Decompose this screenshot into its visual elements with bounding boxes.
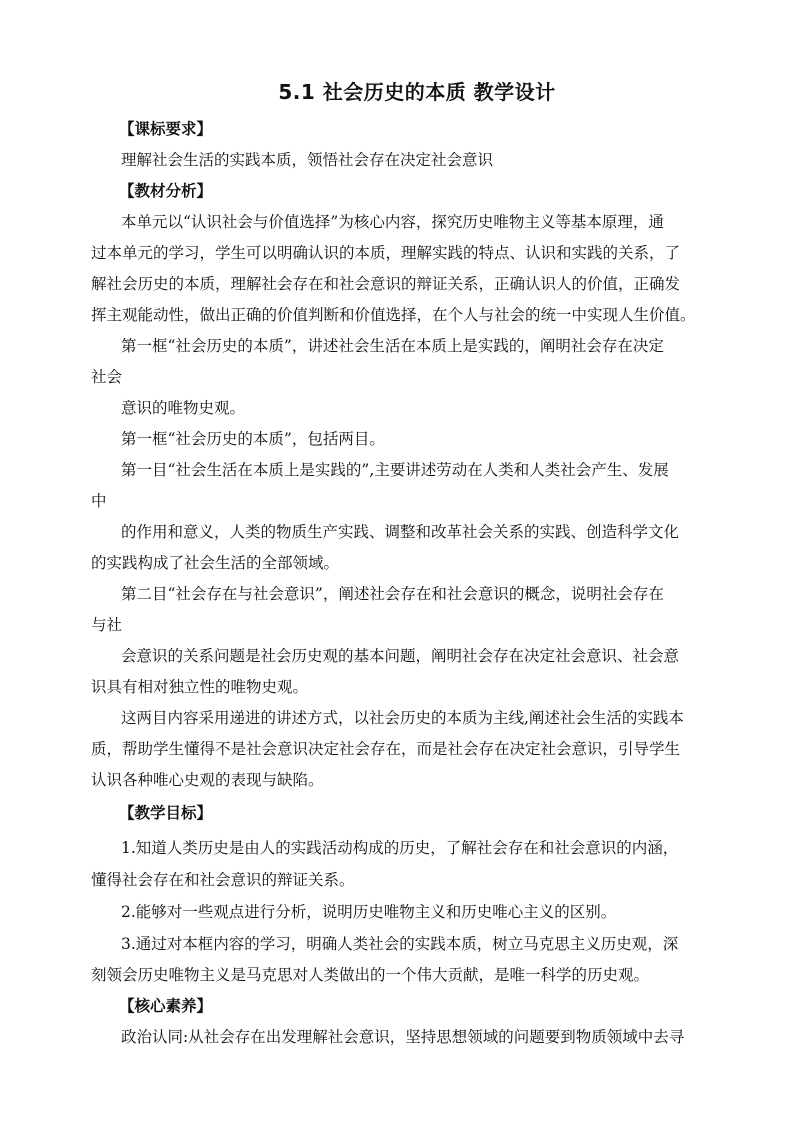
textbook-line: 第二目“社会存在与社会意识”，阐述社会存在和社会意识的概念，说明社会存在: [121, 585, 664, 603]
textbook-line: 第一目“社会生活在本质上是实践的”,主要讲述劳动在人类和人类社会产生、发展: [121, 461, 669, 479]
textbook-line: 的实践构成了社会生活的全部领域。: [91, 554, 340, 572]
objective-line: 1.知道人类历史是由人的实践活动构成的历史，了解社会存在和社会意识的内涵，: [121, 839, 679, 857]
textbook-line: 中: [91, 492, 107, 510]
objective-line: 2.能够对一些观点进行分析，说明历史唯物主义和历史唯心主义的区别。: [121, 903, 617, 921]
textbook-line: 第一框“社会历史的本质”，讲述社会生活在本质上是实践的，阐明社会存在决定: [121, 337, 664, 355]
textbook-line: 会意识的关系问题是社会历史观的基本问题，阐明社会存在决定社会意识、社会意: [121, 647, 680, 665]
heading-literacy: 【核心素养】: [119, 997, 213, 1015]
textbook-line: 解社会历史的本质，理解社会存在和社会意识的辩证关系，正确认识人的价值，正确发: [91, 275, 681, 293]
textbook-line: 的作用和意义，人类的物质生产实践、调整和改革社会关系的实践、创造科学文化: [121, 523, 680, 541]
textbook-line: 本单元以“认识社会与价值选择”为核心内容，探究历史唯物主义等基本原理，通: [121, 213, 664, 231]
textbook-line: 过本单元的学习，学生可以明确认识的本质，理解实践的特点、认识和实践的关系，了: [91, 244, 681, 262]
page-title: 5.1 社会历史的本质 教学设计: [278, 80, 556, 104]
textbook-line: 质，帮助学生懂得不是社会意识决定社会存在，而是社会存在决定社会意识，引导学生: [91, 740, 681, 758]
literacy-line: 政治认同:从社会存在出发理解社会意识，坚持思想领域的问题要到物质领域中去寻: [121, 1028, 685, 1046]
textbook-line: 意识的唯物史观。: [121, 399, 246, 417]
objective-line: 懂得社会存在和社会意识的辩证关系。: [91, 871, 355, 889]
heading-curriculum: 【课标要求】: [119, 120, 213, 138]
objective-line: 刻领会历史唯物主义是马克思对人类做出的一个伟大贡献，是唯一科学的历史观。: [91, 966, 650, 984]
textbook-line: 认识各种唯心史观的表现与缺陷。: [91, 771, 324, 789]
textbook-line: 社会: [91, 368, 123, 386]
objective-line: 3.通过对本框内容的学习，明确人类社会的实践本质，树立马克思主义历史观，深: [121, 935, 679, 953]
curriculum-line: 理解社会生活的实践本质，领悟社会存在决定社会意识: [121, 151, 494, 169]
textbook-line: 这两目内容采用递进的讲述方式，以社会历史的本质为主线,阐述社会生活的实践本: [121, 709, 684, 727]
textbook-line: 与社: [91, 616, 123, 634]
textbook-line: 识具有相对独立性的唯物史观。: [91, 678, 309, 696]
heading-objectives: 【教学目标】: [119, 804, 213, 822]
heading-textbook: 【教材分析】: [119, 182, 213, 200]
textbook-line: 第一框“社会历史的本质”，包括两目。: [121, 430, 385, 448]
textbook-line: 挥主观能动性，做出正确的价值判断和价值选择，在个人与社会的统一中实现人生价值。: [91, 306, 696, 324]
